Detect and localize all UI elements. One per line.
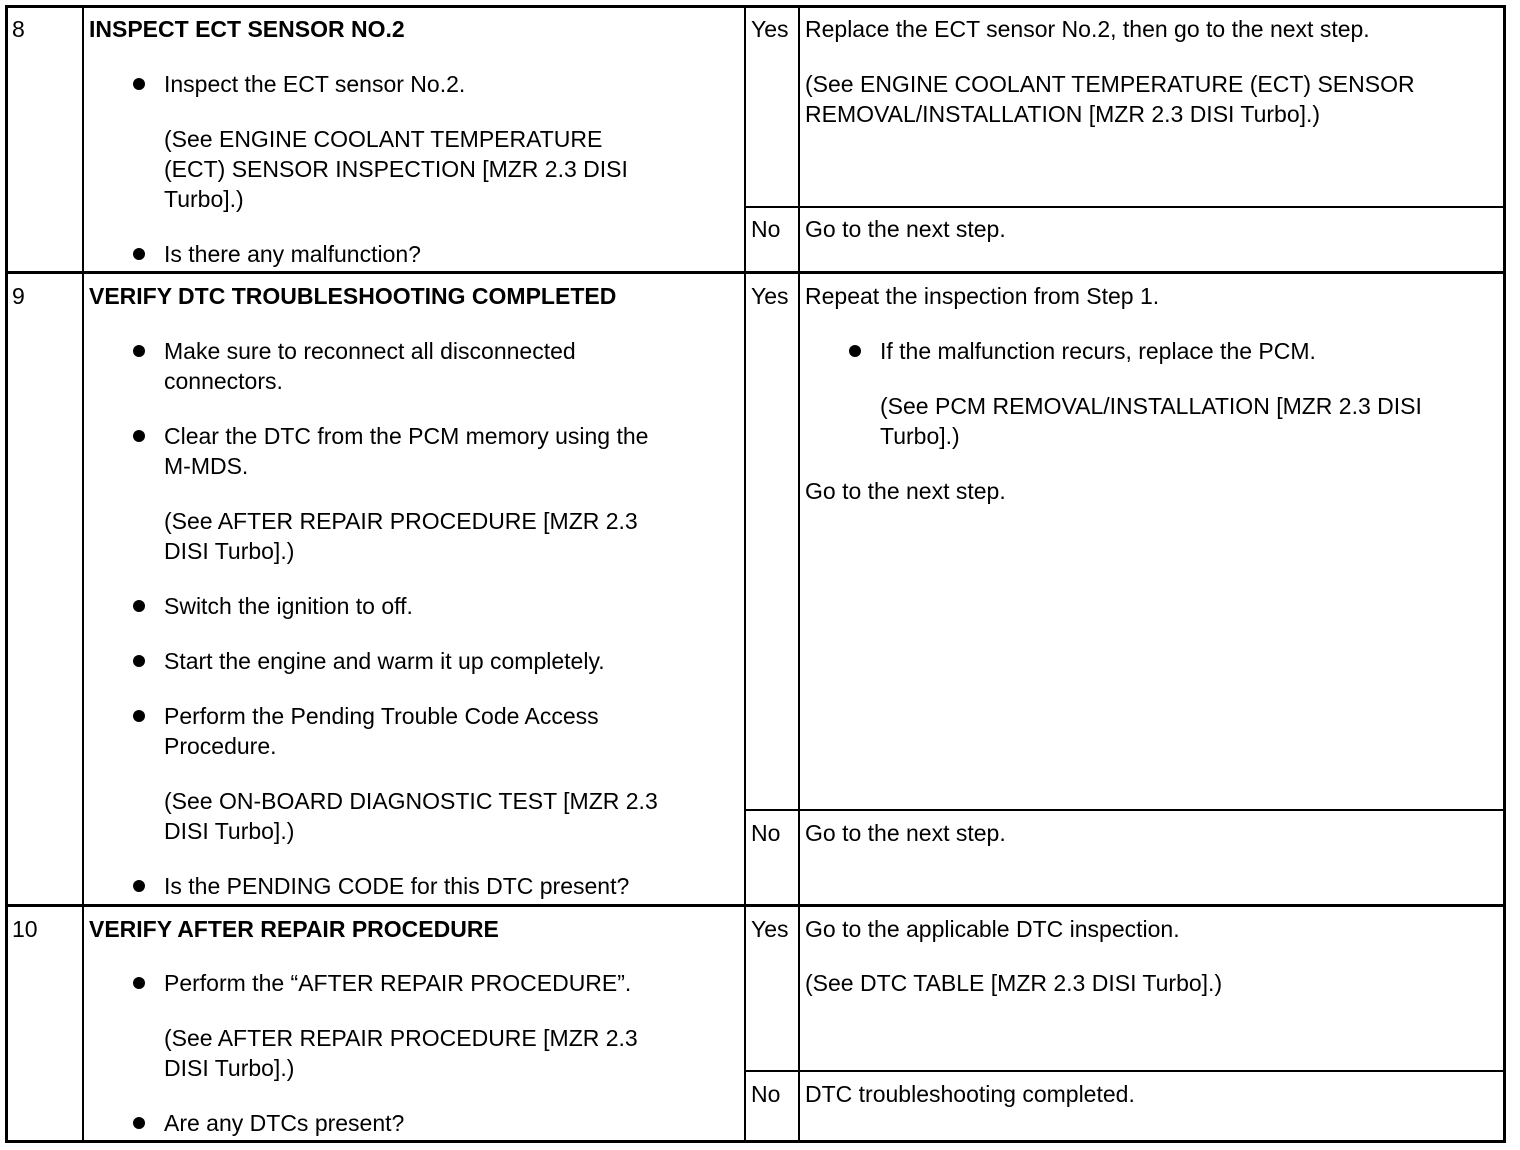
step-title: VERIFY DTC TROUBLESHOOTING COMPLETED	[89, 283, 617, 309]
step-question: Is the PENDING CODE for this DTC present?	[164, 873, 630, 899]
step-item: Start the engine and warm it up completely.	[164, 648, 605, 674]
reference-link[interactable]: (See AFTER REPAIR PROCEDURE [MZR 2.3	[164, 508, 638, 534]
row-divider-9-10	[6, 904, 1506, 907]
reference-link[interactable]: DISI Turbo].)	[164, 538, 295, 564]
step-item: Perform the Pending Trouble Code Access	[164, 703, 599, 729]
reference-link[interactable]: (See AFTER REPAIR PROCEDURE [MZR 2.3	[164, 1025, 638, 1051]
yes-action: Repeat the inspection from Step 1.	[805, 283, 1160, 309]
column-divider-step	[82, 6, 84, 1142]
step-title: INSPECT ECT SENSOR NO.2	[89, 16, 405, 42]
no-action: DTC troubleshooting completed.	[805, 1081, 1135, 1107]
step-item: Procedure.	[164, 733, 277, 759]
step-title: VERIFY AFTER REPAIR PROCEDURE	[89, 916, 499, 942]
step-number: 8	[12, 16, 25, 42]
yes-no-divider-10	[745, 1070, 1506, 1072]
bullet-icon	[849, 345, 861, 357]
reference-link[interactable]: (See PCM REMOVAL/INSTALLATION [MZR 2.3 DISI	[880, 393, 1422, 419]
bullet-icon	[133, 345, 145, 357]
yes-action: Replace the ECT sensor No.2, then go to the next step.	[805, 16, 1370, 42]
yes-label: Yes	[751, 916, 789, 942]
reference-link[interactable]: Turbo].)	[164, 186, 244, 212]
bullet-icon	[133, 248, 145, 260]
bullet-icon	[133, 977, 145, 989]
reference-link[interactable]: (See ON-BOARD DIAGNOSTIC TEST [MZR 2.3	[164, 788, 658, 814]
bullet-icon	[133, 710, 145, 722]
reference-link[interactable]: DISI Turbo].)	[164, 818, 295, 844]
yes-label: Yes	[751, 16, 789, 42]
yes-no-divider-9	[745, 809, 1506, 811]
reference-link[interactable]: Turbo].)	[880, 423, 960, 449]
reference-link[interactable]: REMOVAL/INSTALLATION [MZR 2.3 DISI Turbo].)	[805, 101, 1321, 127]
yes-label: Yes	[751, 283, 789, 309]
no-label: No	[751, 1081, 781, 1107]
yes-sub-action: If the malfunction recurs, replace the PCM.	[880, 338, 1316, 364]
yes-action: Go to the applicable DTC inspection.	[805, 916, 1180, 942]
reference-link[interactable]: (See DTC TABLE [MZR 2.3 DISI Turbo].)	[805, 970, 1223, 996]
step-question: Are any DTCs present?	[164, 1110, 405, 1136]
no-label: No	[751, 820, 781, 846]
step-number: 10	[12, 916, 38, 942]
no-action: Go to the next step.	[805, 820, 1006, 846]
step-item: Switch the ignition to off.	[164, 593, 413, 619]
bullet-icon	[133, 655, 145, 667]
bullet-icon	[133, 600, 145, 612]
no-label: No	[751, 216, 781, 242]
column-divider-result	[798, 6, 800, 1142]
bullet-icon	[133, 430, 145, 442]
step-item: Perform the “AFTER REPAIR PROCEDURE”.	[164, 970, 632, 996]
column-divider-action	[744, 6, 746, 1142]
yes-action-followup: Go to the next step.	[805, 478, 1006, 504]
reference-link[interactable]: (See ENGINE COOLANT TEMPERATURE (ECT) SENSOR	[805, 71, 1415, 97]
bullet-icon	[133, 880, 145, 892]
step-item: Make sure to reconnect all disconnected	[164, 338, 576, 364]
step-item: Inspect the ECT sensor No.2.	[164, 71, 466, 97]
step-item: Clear the DTC from the PCM memory using the	[164, 423, 649, 449]
bullet-icon	[133, 78, 145, 90]
step-item: connectors.	[164, 368, 283, 394]
row-divider-8-9	[6, 271, 1506, 274]
yes-no-divider-8	[745, 206, 1506, 208]
step-item: M-MDS.	[164, 453, 249, 479]
step-question: Is there any malfunction?	[164, 241, 421, 267]
reference-link[interactable]: (See ENGINE COOLANT TEMPERATURE	[164, 126, 603, 152]
step-number: 9	[12, 283, 25, 309]
bullet-icon	[133, 1117, 145, 1129]
reference-link[interactable]: (ECT) SENSOR INSPECTION [MZR 2.3 DISI	[164, 156, 628, 182]
no-action: Go to the next step.	[805, 216, 1006, 242]
reference-link[interactable]: DISI Turbo].)	[164, 1055, 295, 1081]
